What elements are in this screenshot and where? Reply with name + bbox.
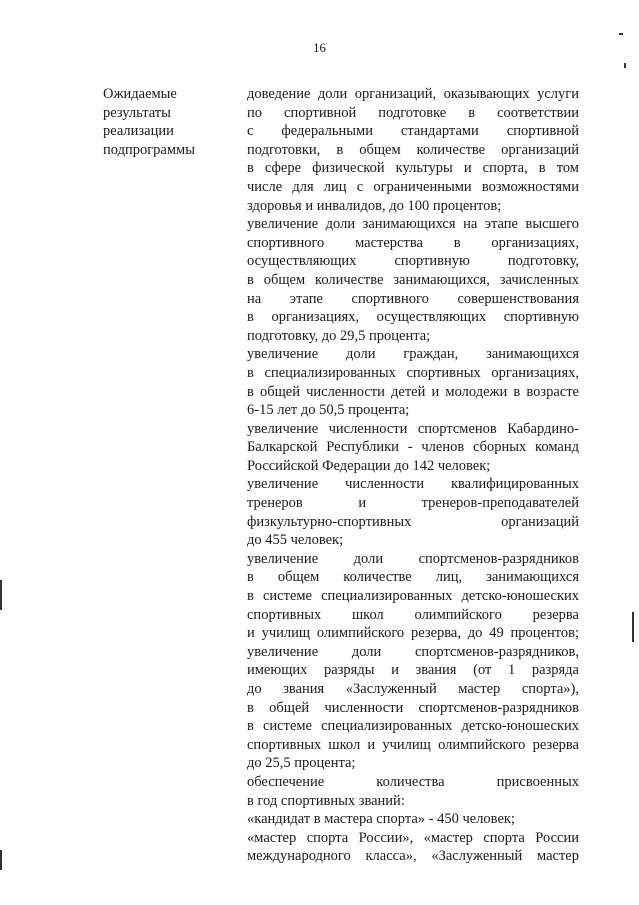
text-line: в общей численности спортсменов-разрядников [247,699,579,716]
text-line: до 25,5 процента; [247,755,356,772]
text-line: и училищ олимпийского резерва, до 49 процентов; [247,625,579,642]
text-line: в специализированных спортивных организациях, [247,364,579,381]
text-line: в сфере физической культуры и спорта, в том [247,160,579,177]
text-line: увеличение доли граждан, занимающихся [247,346,579,363]
scan-mark [619,33,623,35]
text-line: 6-15 лет до 50,5 процента; [247,402,410,419]
label-line: подпрограммы [103,141,195,158]
label-line: реализации [103,123,174,140]
text-line: до 455 человек; [247,532,344,549]
text-line: спортивного мастерства в организациях, [247,234,579,251]
text-line: имеющих разряды и звания (от 1 разряда [247,662,579,679]
text-line: в год спортивных званий: [247,792,405,809]
text-line: Российской Федерации до 142 человек; [247,457,491,474]
text-line: в общем количестве занимающихся, зачисленных [247,271,579,288]
text-line: до звания «Заслуженный мастер спорта»), [247,681,579,697]
text-line: увеличение доли занимающихся на этапе высшего [247,216,579,233]
scan-mark [0,580,2,610]
text-line: увеличение доли спортсменов-разрядников [247,550,579,567]
label-line: Ожидаемые [103,86,177,102]
scan-mark [0,850,2,870]
row-content [247,85,579,866]
text-line: увеличение численности спортсменов Кабардино- [247,420,579,437]
row-label [103,85,233,159]
text-line: «мастер спорта России», «мастер спорта России [247,829,579,846]
text-line: подготовки, в общем количестве организаций [247,141,579,158]
page-number: 16 [313,40,326,55]
text-line: увеличение численности квалифицированных [247,476,579,493]
text-line: в системе специализированных детско-юношеских [247,588,579,605]
text-line: доведение доли организаций, оказывающих услуги [247,86,579,102]
text-line: физкультурно-спортивных организаций [247,513,579,530]
text-line: спортивных школ и училищ олимпийского резерва [247,736,579,753]
scan-mark [624,63,626,68]
text-line: числе для лиц с ограниченными возможностями [247,178,579,195]
text-line: спортивных школ олимпийского резерва [247,606,579,623]
text-line: в общем количестве лиц, занимающихся [247,569,579,586]
text-line: обеспечение количества присвоенных [247,773,579,790]
scan-mark [632,612,634,642]
text-line: тренеров и тренеров-преподавателей [247,495,579,512]
text-line: увеличение доли спортсменов-разрядников, [247,643,579,660]
text-line: осуществляющих спортивную подготовку, [247,253,579,270]
text-line: с федеральными стандартами спортивной [247,123,579,140]
text-line: по спортивной подготовке в соответствии [247,104,579,121]
label-line: результаты [103,104,171,121]
text-line: международного класса», «Заслуженный мастер [247,848,579,865]
text-line: Балкарской Республики - членов сборных команд [247,439,579,456]
text-line: на этапе спортивного совершенствования [247,290,579,307]
text-line: в организациях, осуществляющих спортивную [247,309,579,326]
text-line: в системе специализированных детско-юношеских [247,718,579,735]
text-line: здоровья и инвалидов, до 100 процентов; [247,197,502,214]
text-line: в общей численности детей и молодежи в возрасте [247,383,579,400]
text-line: подготовку, до 29,5 процента; [247,327,431,344]
text-line: «кандидат в мастера спорта» - 450 человек; [247,811,515,828]
